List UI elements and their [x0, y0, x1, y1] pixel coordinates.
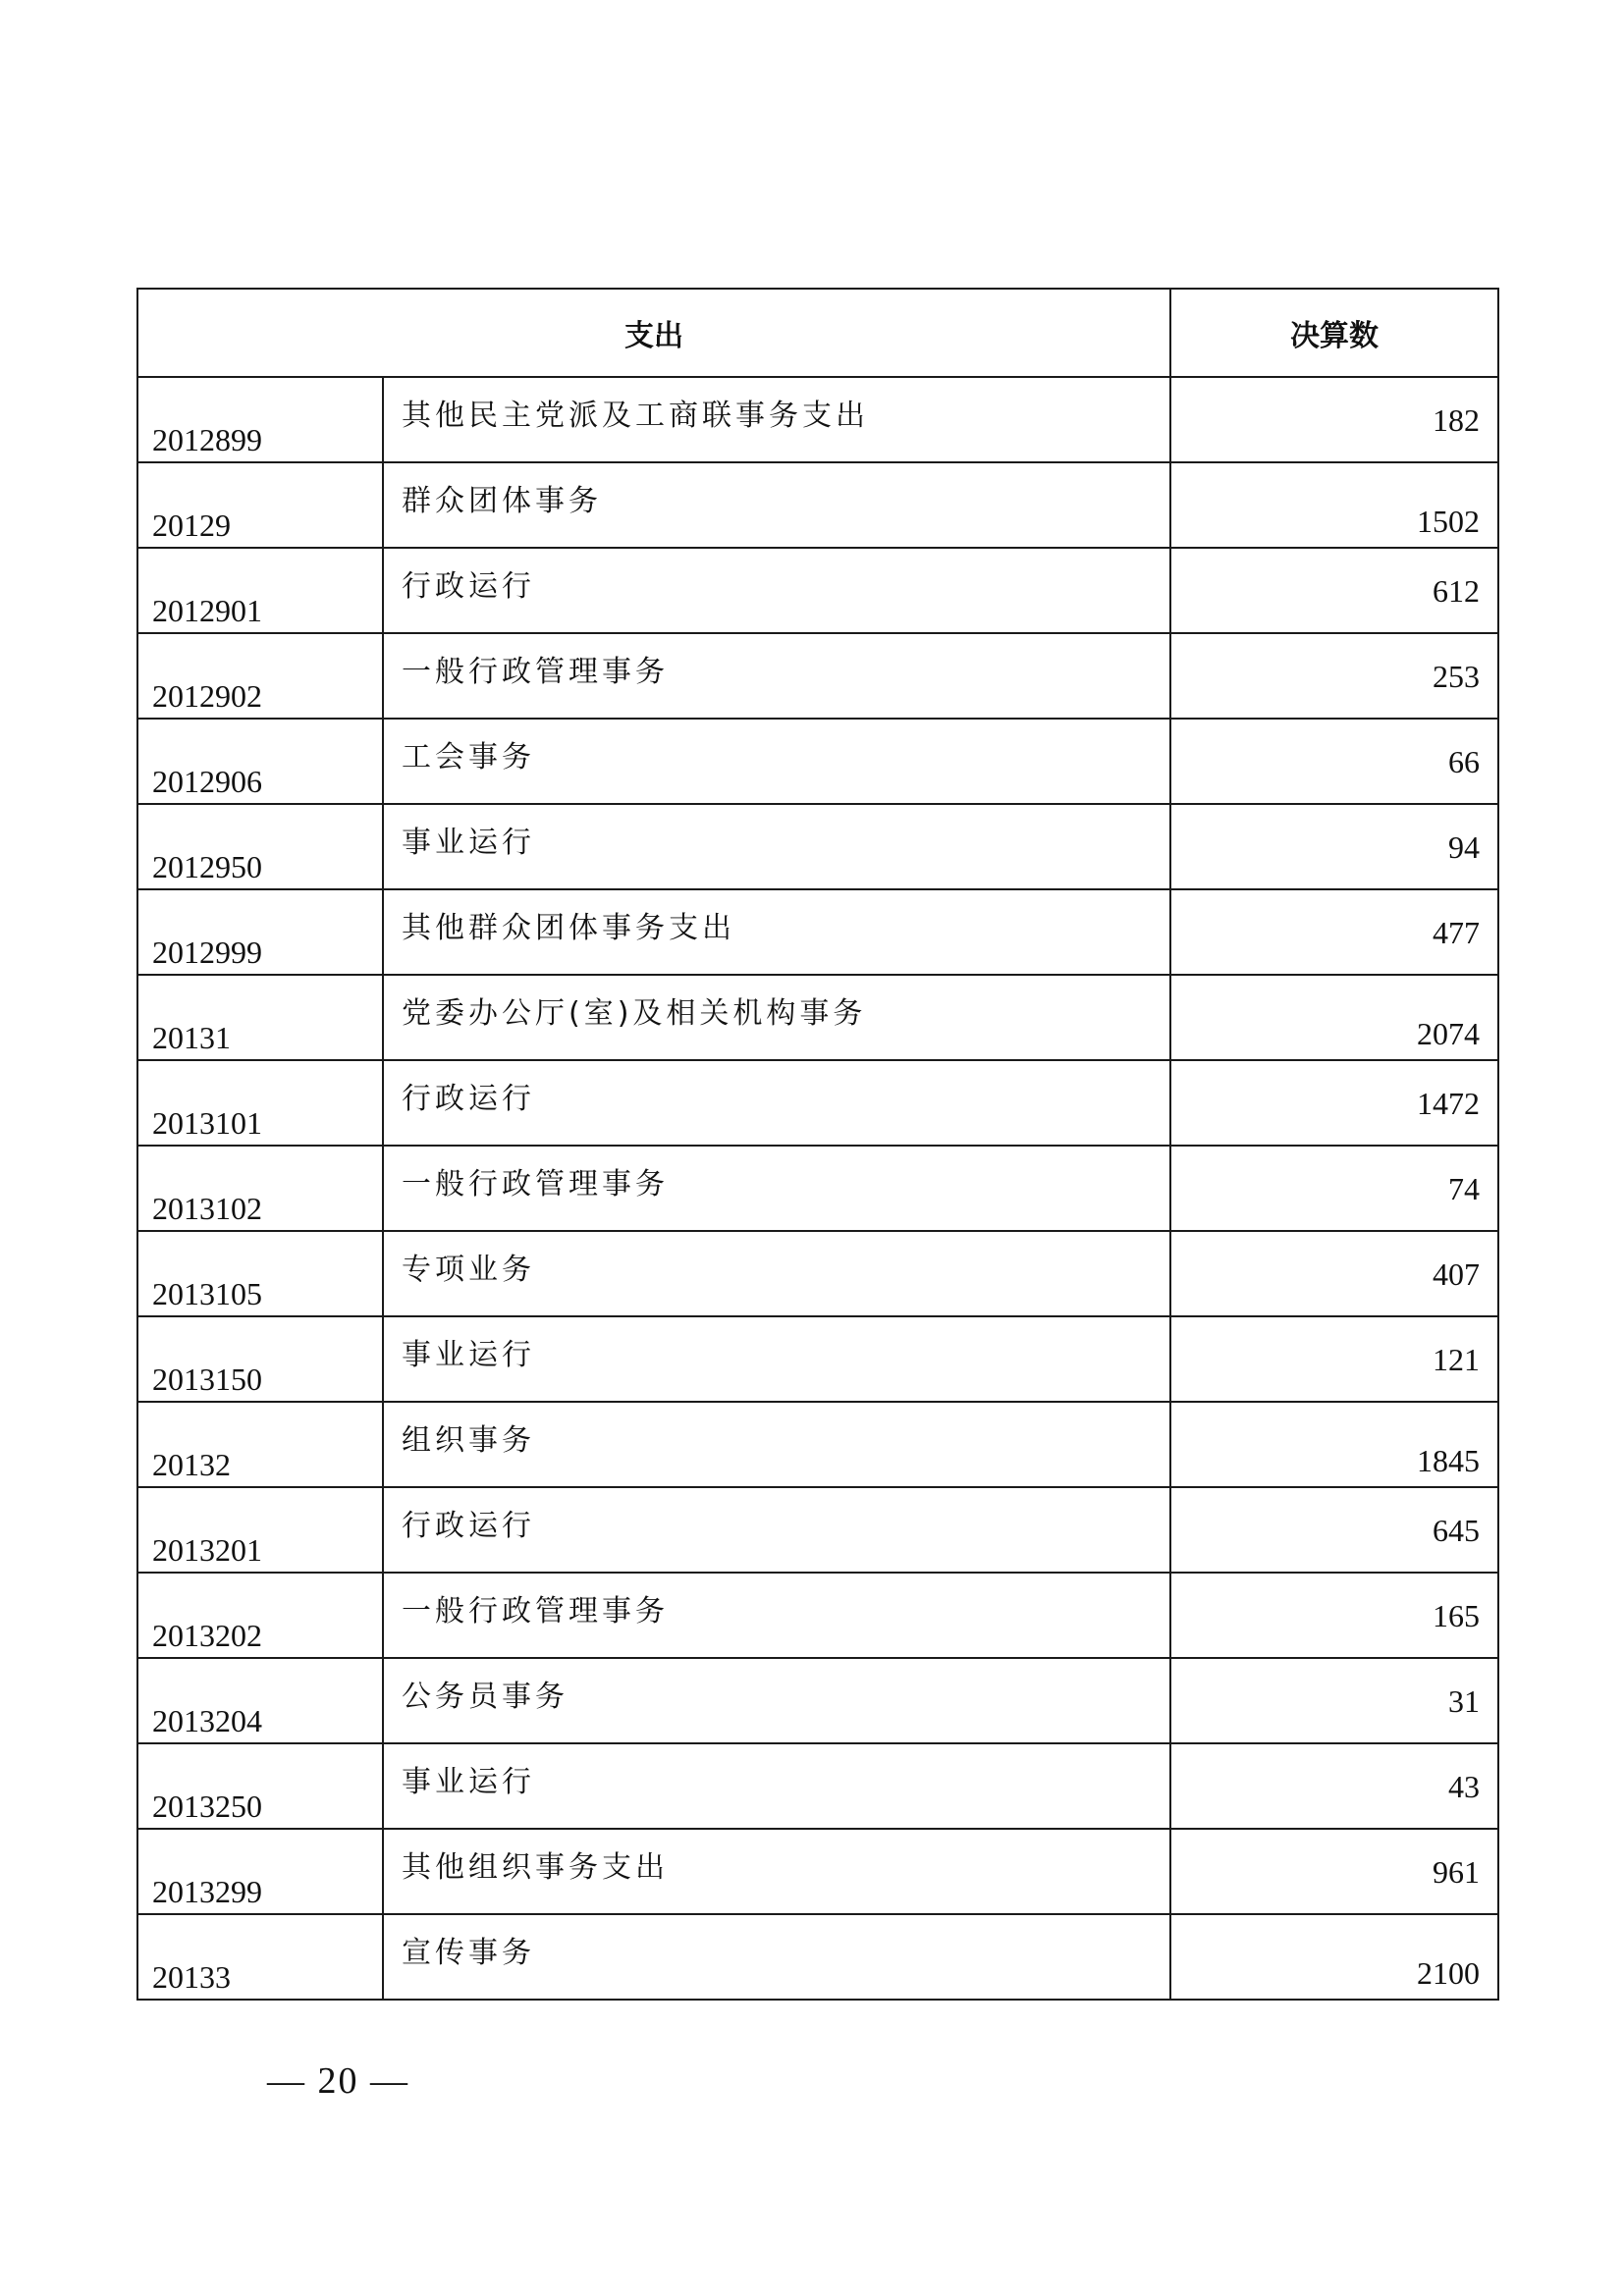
table-row — [137, 1743, 1498, 1829]
row-amount: 645 — [1170, 1487, 1498, 1573]
row-amount: 182 — [1170, 377, 1498, 462]
table-row — [137, 975, 1498, 1060]
table-row — [137, 1573, 1498, 1658]
row-name: 一般行政管理事务 — [383, 633, 1170, 719]
table-row — [137, 1658, 1498, 1743]
row-code: 2012899 — [137, 377, 383, 462]
row-name: 其他群众团体事务支出 — [383, 889, 1170, 975]
table-row — [137, 1914, 1498, 2000]
row-name: 行政运行 — [383, 1060, 1170, 1146]
row-code: 2012902 — [137, 633, 383, 719]
row-code: 2012906 — [137, 719, 383, 804]
table-row — [137, 1829, 1498, 1914]
row-name: 事业运行 — [383, 1743, 1170, 1829]
row-amount: 165 — [1170, 1573, 1498, 1658]
row-amount: 121 — [1170, 1316, 1498, 1402]
row-name: 工会事务 — [383, 719, 1170, 804]
row-amount: 94 — [1170, 804, 1498, 889]
row-amount: 612 — [1170, 548, 1498, 633]
row-code: 2013202 — [137, 1573, 383, 1658]
row-amount: 2074 — [1170, 975, 1498, 1060]
row-code: 20132 — [137, 1402, 383, 1487]
row-amount: 43 — [1170, 1743, 1498, 1829]
table-row — [137, 377, 1498, 462]
row-name: 组织事务 — [383, 1402, 1170, 1487]
row-amount: 1845 — [1170, 1402, 1498, 1487]
row-name: 行政运行 — [383, 1487, 1170, 1573]
row-code: 2012999 — [137, 889, 383, 975]
row-amount: 253 — [1170, 633, 1498, 719]
row-amount: 1502 — [1170, 462, 1498, 548]
table-row — [137, 1402, 1498, 1487]
table-row — [137, 633, 1498, 719]
row-code: 2013105 — [137, 1231, 383, 1316]
row-code: 2013101 — [137, 1060, 383, 1146]
row-name: 一般行政管理事务 — [383, 1573, 1170, 1658]
row-code: 2013201 — [137, 1487, 383, 1573]
table-body — [137, 377, 1498, 2000]
row-amount: 961 — [1170, 1829, 1498, 1914]
row-code: 2013204 — [137, 1658, 383, 1743]
row-name: 专项业务 — [383, 1231, 1170, 1316]
row-amount: 407 — [1170, 1231, 1498, 1316]
row-code: 2013102 — [137, 1146, 383, 1231]
row-code: 2012950 — [137, 804, 383, 889]
row-name: 一般行政管理事务 — [383, 1146, 1170, 1231]
row-code: 2013250 — [137, 1743, 383, 1829]
table-header-row — [137, 289, 1498, 377]
table-row — [137, 1316, 1498, 1402]
row-amount: 1472 — [1170, 1060, 1498, 1146]
header-amount: 决算数 — [1170, 289, 1498, 377]
row-name: 行政运行 — [383, 548, 1170, 633]
row-name: 公务员事务 — [383, 1658, 1170, 1743]
table-row — [137, 1487, 1498, 1573]
row-name: 其他组织事务支出 — [383, 1829, 1170, 1914]
row-code: 20131 — [137, 975, 383, 1060]
table-row — [137, 719, 1498, 804]
row-name: 其他民主党派及工商联事务支出 — [383, 377, 1170, 462]
table-row — [137, 889, 1498, 975]
table-row — [137, 1060, 1498, 1146]
row-amount: 31 — [1170, 1658, 1498, 1743]
row-code: 2013150 — [137, 1316, 383, 1402]
header-expense: 支出 — [137, 289, 1170, 377]
table-row — [137, 548, 1498, 633]
row-code: 2013299 — [137, 1829, 383, 1914]
page-number: — 20 — — [267, 2060, 409, 2102]
row-amount: 74 — [1170, 1146, 1498, 1231]
table-row — [137, 1146, 1498, 1231]
row-amount: 66 — [1170, 719, 1498, 804]
table-row — [137, 1231, 1498, 1316]
row-name: 宣传事务 — [383, 1914, 1170, 2000]
row-code: 20133 — [137, 1914, 383, 2000]
row-name: 事业运行 — [383, 1316, 1170, 1402]
budget-table — [136, 288, 1499, 2001]
table-row — [137, 804, 1498, 889]
row-amount: 2100 — [1170, 1914, 1498, 2000]
table-row — [137, 462, 1498, 548]
row-amount: 477 — [1170, 889, 1498, 975]
row-name: 党委办公厅(室)及相关机构事务 — [383, 975, 1170, 1060]
row-name: 事业运行 — [383, 804, 1170, 889]
row-code: 2012901 — [137, 548, 383, 633]
row-code: 20129 — [137, 462, 383, 548]
row-name: 群众团体事务 — [383, 462, 1170, 548]
